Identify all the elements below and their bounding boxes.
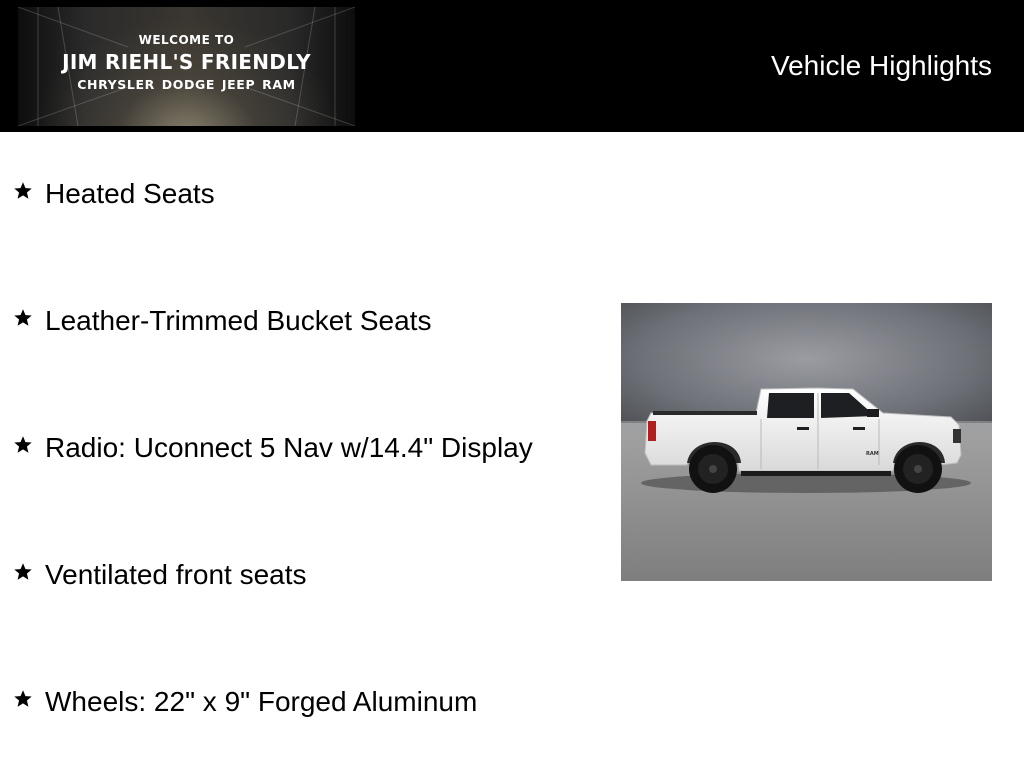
highlight-label: Ventilated front seats (45, 559, 307, 590)
list-item (12, 432, 533, 472)
rear-wheel (689, 445, 737, 493)
pickup-truck-image (621, 303, 992, 581)
logo-dealer-name: JIM RIEHL'S FRIENDLY (62, 50, 311, 74)
vehicle-photo (621, 303, 992, 581)
highlight-label: Radio: Uconnect 5 Nav w/14.4" Display (45, 432, 533, 463)
highlight-label: Wheels: 22" x 9" Forged Aluminum (45, 686, 478, 717)
page-title: Vehicle Highlights (770, 50, 992, 81)
star-icon (12, 561, 34, 583)
star-icon (12, 688, 34, 710)
front-wheel (894, 445, 942, 493)
star-icon (12, 434, 34, 456)
list-item (12, 305, 431, 345)
highlight-label: Heated Seats (45, 178, 215, 209)
star-icon (12, 180, 34, 202)
list-item (12, 178, 215, 218)
list-item (12, 559, 307, 599)
highlights-list (0, 132, 600, 768)
page-header (0, 0, 1024, 132)
logo-welcome-text: WELCOME TO (138, 33, 235, 47)
truck-badge: RAM (866, 451, 879, 457)
logo-brands-text: CHRYSLER DODGE JEEP RAM (77, 77, 296, 92)
dealer-logo[interactable] (18, 7, 355, 126)
star-icon (12, 307, 34, 329)
highlight-label: Leather-Trimmed Bucket Seats (45, 305, 432, 336)
list-item (12, 686, 477, 726)
